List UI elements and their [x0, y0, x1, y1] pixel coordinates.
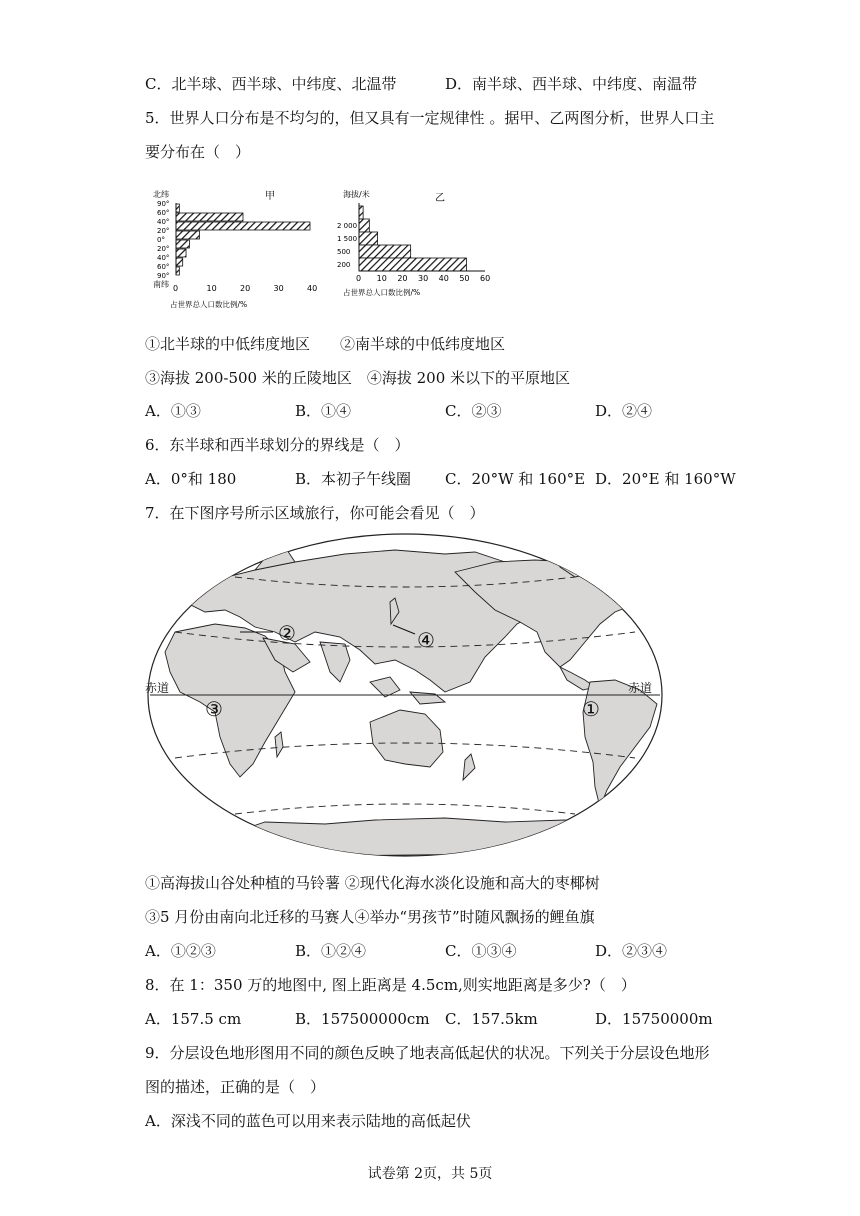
chart-jia-ytick: 20°	[157, 245, 170, 253]
q8-stem: 8．在 1：350 万的地图中, 图上距离是 4.5cm,则实地距离是多少?（ ）	[145, 976, 636, 994]
q4-option-d: D．南半球、西半球、中纬度、南温带	[445, 75, 698, 93]
q6-option-b: B．本初子午线圈	[295, 470, 412, 488]
q5-items-line1: ①北半球的中低纬度地区 ②南半球的中低纬度地区	[145, 335, 506, 353]
chart-jia	[145, 183, 325, 313]
q7-option-c: C．①③④	[445, 942, 517, 960]
chart-jia-xtick: 10	[206, 284, 217, 293]
q8-option-c: C．157.5km	[445, 1010, 538, 1028]
chart-jia-top-label: 北纬	[153, 190, 169, 199]
chart-yi-xtick: 40	[438, 274, 449, 283]
chart-jia-ytick: 40°	[157, 254, 170, 262]
chart-jia-ytick: 60°	[157, 209, 170, 217]
antarctica-landmass	[145, 818, 665, 858]
chart-jia-ytick: 20°	[157, 227, 170, 235]
q9-option-a: A．深浅不同的蓝色可以用来表示陆地的高低起伏	[145, 1112, 471, 1130]
q6-option-c: C．20°W 和 160°E	[445, 470, 586, 488]
q5-stem-line2: 要分布在（ ）	[145, 143, 251, 161]
chart-jia-bar	[176, 204, 179, 212]
q5-option-a: A．①③	[145, 402, 201, 420]
chart-jia-xtick: 40	[307, 284, 318, 293]
chart-jia-bar	[176, 258, 183, 266]
q6-stem: 6．东半球和西半球划分的界线是（ ）	[145, 436, 410, 454]
map-marker-4: ④	[417, 628, 435, 652]
chart-yi-xtick: 30	[418, 274, 429, 283]
chart-jia-bottom-label: 南纬	[153, 280, 169, 289]
equator-label-left: 赤道	[145, 681, 170, 695]
map-marker-2: ②	[278, 621, 296, 645]
chart-jia-ytick: 0°	[157, 236, 165, 244]
q6-option-d: D．20°E 和 160°W	[595, 470, 736, 488]
q5-stem-line1: 5．世界人口分布是不均匀的，但又具有一定规律性 。据甲、乙两图分析，世界人口主	[145, 109, 715, 127]
chart-yi	[335, 183, 495, 301]
chart-jia-xtick: 30	[273, 284, 284, 293]
chart-jia-bar	[176, 213, 243, 221]
page-footer: 试卷第 2页，共 5页	[367, 1166, 493, 1182]
q9-stem-line1: 9．分层设色地形图用不同的颜色反映了地表高低起伏的状况。下列关于分层设色地形	[145, 1044, 710, 1062]
chart-yi-xtick: 10	[376, 274, 387, 283]
q7-option-d: D．②③④	[595, 942, 668, 960]
q7-stem: 7．在下图序号所示区域旅行，你可能会看见（ ）	[145, 504, 485, 522]
chart-yi-top-label: 海拔/米	[343, 190, 370, 199]
chart-jia-title: 甲	[265, 191, 275, 202]
chart-yi-bar	[359, 258, 466, 271]
chart-yi-bar	[359, 219, 369, 232]
q5-option-b: B．①④	[295, 402, 352, 420]
q9-stem-line2: 图的描述，正确的是（ ）	[145, 1078, 326, 1096]
chart-jia-bar	[176, 231, 199, 239]
q7-option-b: B．①②④	[295, 942, 367, 960]
chart-yi-bar	[359, 206, 363, 219]
chart-jia-xlabel: 占世界总人口数比例/%	[170, 300, 248, 309]
world-map	[145, 532, 665, 858]
q7-items-line1: ①高海拔山谷处种植的马铃薯 ②现代化海水淡化设施和高大的枣椰树	[145, 874, 600, 892]
q7-option-a: A．①②③	[145, 942, 216, 960]
chart-yi-xlabel: 占世界总人口数比例/%	[343, 288, 421, 297]
chart-jia-bar	[176, 249, 186, 257]
chart-jia-xtick: 20	[240, 284, 251, 293]
chart-yi-xtick: 50	[459, 274, 470, 283]
chart-yi-ytick: 200	[337, 261, 351, 269]
q4-option-c: C．北半球、西半球、中纬度、北温带	[145, 75, 397, 93]
chart-jia-ytick: 90°	[157, 200, 170, 208]
chart-yi-xtick: 0	[356, 274, 362, 283]
chart-jia-bar	[176, 267, 179, 275]
chart-jia-ytick: 90°	[157, 272, 170, 280]
q7-items-line2: ③5 月份由南向北迁移的马赛人④举办“男孩节”时随风飘扬的鲤鱼旗	[145, 908, 595, 926]
equator-label-right: 赤道	[628, 681, 653, 695]
chart-jia-bar	[176, 222, 310, 230]
q8-option-b: B．157500000cm	[295, 1010, 430, 1028]
q5-items-line2: ③海拔 200-500 米的丘陵地区 ④海拔 200 米以下的平原地区	[145, 369, 571, 387]
chart-jia-xtick: 0	[173, 284, 179, 293]
chart-yi-xtick: 20	[397, 274, 408, 283]
chart-jia-ytick: 60°	[157, 263, 170, 271]
map-marker-3: ③	[205, 697, 223, 721]
chart-yi-bar	[359, 245, 411, 258]
q6-option-a: A．0°和 180	[145, 470, 237, 488]
chart-jia-bar	[176, 240, 189, 248]
q8-option-a: A．157.5 cm	[145, 1010, 242, 1028]
chart-yi-title: 乙	[435, 193, 445, 204]
q5-option-c: C．②③	[445, 402, 502, 420]
q8-option-d: D．15750000m	[595, 1010, 713, 1028]
chart-yi-xtick: 60	[480, 274, 491, 283]
map-marker-1: ①	[582, 697, 600, 721]
chart-yi-bar	[359, 232, 378, 245]
chart-yi-ytick: 500	[337, 248, 351, 256]
chart-yi-ytick: 1 500	[337, 235, 358, 243]
q5-option-d: D．②④	[595, 402, 653, 420]
chart-jia-ytick: 40°	[157, 218, 170, 226]
chart-yi-ytick: 2 000	[337, 222, 358, 230]
